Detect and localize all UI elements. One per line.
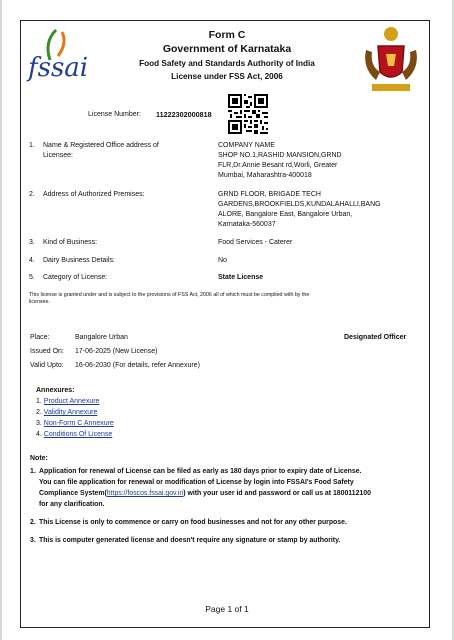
- field-2-value-line: ALORE, Bangalore East, Bangalore Urban,: [218, 211, 353, 218]
- field-5-label: Category of License:: [43, 274, 108, 281]
- annexure-item: [36, 398, 99, 405]
- product-annexure-link[interactable]: Product Annexure: [43, 398, 100, 405]
- grant-text: This license is granted under and is subject to the provisions of FSS Act, 2006 all of which must be complied with by the: [29, 292, 310, 298]
- note-number: 2.: [30, 519, 36, 526]
- validity-annexure-link[interactable]: Validity Annexure: [43, 409, 98, 416]
- form-title: Form C: [208, 29, 246, 41]
- issued-label: Issued On:: [30, 348, 64, 355]
- field-4-value: No: [218, 257, 227, 264]
- place-label: Place:: [30, 334, 50, 341]
- grant-text-cont: licensee.: [29, 299, 50, 305]
- note-3-text: This is computer generated license and doesn't require any signature or stamp by authority.: [39, 537, 341, 544]
- designated-officer: Designated Officer: [344, 334, 407, 341]
- annexures-heading: Annexures:: [36, 387, 75, 394]
- field-3-label: Kind of Business:: [43, 239, 98, 246]
- annexure-item: [36, 420, 114, 427]
- note-number: 1.: [30, 468, 36, 475]
- svg-text:fssai: fssai: [28, 53, 89, 83]
- note-1-line: Application for renewal of License can be filed as early as 180 days prior to expiry date of License.: [39, 468, 362, 475]
- note-number: 3.: [30, 537, 36, 544]
- field-2-number: 2.: [29, 191, 35, 198]
- field-3-value: Food Services - Caterer: [218, 239, 293, 246]
- field-3-number: 3.: [29, 239, 35, 246]
- license-number: 11222302000818: [156, 110, 212, 119]
- license-number-label: License Number:: [88, 111, 141, 118]
- note-item-1: [30, 466, 426, 510]
- authority-title: Food Safety and Standards Authority of India: [139, 59, 315, 68]
- annexure-number: 1.: [36, 398, 42, 405]
- note-1-line: You can file application for renewal or modification of License by login into FSSAI's Food Safety: [39, 479, 354, 486]
- field-4-number: 4.: [29, 257, 35, 264]
- note-2-text: This License is only to commence or carry on food businesses and not for any other purpose.: [39, 519, 347, 526]
- field-2-label: Address of Authorized Premises:: [43, 191, 145, 198]
- annexure-item: [36, 409, 97, 416]
- field-1-value-line: Mumbai, Maharashtra-400018: [218, 172, 312, 179]
- field-2-value-line: GARDENS,BROOKFIELDS,KUNDALAHALLI,BANG: [218, 201, 381, 208]
- annexure-number: 3.: [36, 420, 42, 427]
- non-form-c-annexure-link[interactable]: Non-Form C Annexure: [43, 420, 114, 427]
- note-heading: Note:: [30, 455, 48, 462]
- field-1-number: 1.: [29, 142, 35, 149]
- qr-code: [228, 94, 268, 134]
- government-title: Government of Karnataka: [162, 43, 292, 55]
- valid-value: 16-06-2030 (For details, refer Annexure): [75, 362, 200, 369]
- valid-label: Valid Upto:: [30, 362, 64, 369]
- field-5-value: State License: [218, 274, 264, 281]
- field-1-value-line: COMPANY NAME: [218, 142, 275, 149]
- note-item-2: [30, 517, 426, 528]
- annexure-item: [36, 431, 112, 438]
- conditions-of-license-link[interactable]: Conditions Of License: [43, 431, 113, 438]
- note-item-3: [30, 535, 426, 546]
- issued-value: 17-06-2025 (New License): [75, 348, 158, 355]
- field-1-label: Name & Registered Office address of: [43, 142, 159, 149]
- note-1-line: for any clarification.: [39, 501, 105, 508]
- annexure-number: 2.: [36, 409, 42, 416]
- field-5-number: 5.: [29, 274, 35, 281]
- note-1-line: Compliance System(https://foscos.fssai.gov.in) with your user id and password or call us at 1800112100: [39, 490, 371, 497]
- field-1-value-line: SHOP NO.1,RASHID MANSION,GRND: [218, 152, 342, 159]
- field-2-value-line: Karnataka-560037: [218, 221, 276, 228]
- field-1-value-line: FLR,Dr.Annie Besant rd,Worli, Greater: [218, 162, 338, 169]
- place-value: Bangalore Urban: [75, 334, 128, 341]
- annexure-number: 4.: [36, 431, 42, 438]
- foscos-link[interactable]: https://foscos.fssai.gov.in: [106, 490, 184, 497]
- field-2-value-line: GRND FLOOR, BRIGADE TECH: [218, 191, 321, 198]
- page-number: Page 1 of 1: [205, 604, 249, 614]
- field-4-label: Dairy Business Details:: [43, 257, 115, 264]
- license-act-title: License under FSS Act, 2006: [171, 72, 283, 81]
- field-1-label-cont: Licensee:: [43, 152, 73, 159]
